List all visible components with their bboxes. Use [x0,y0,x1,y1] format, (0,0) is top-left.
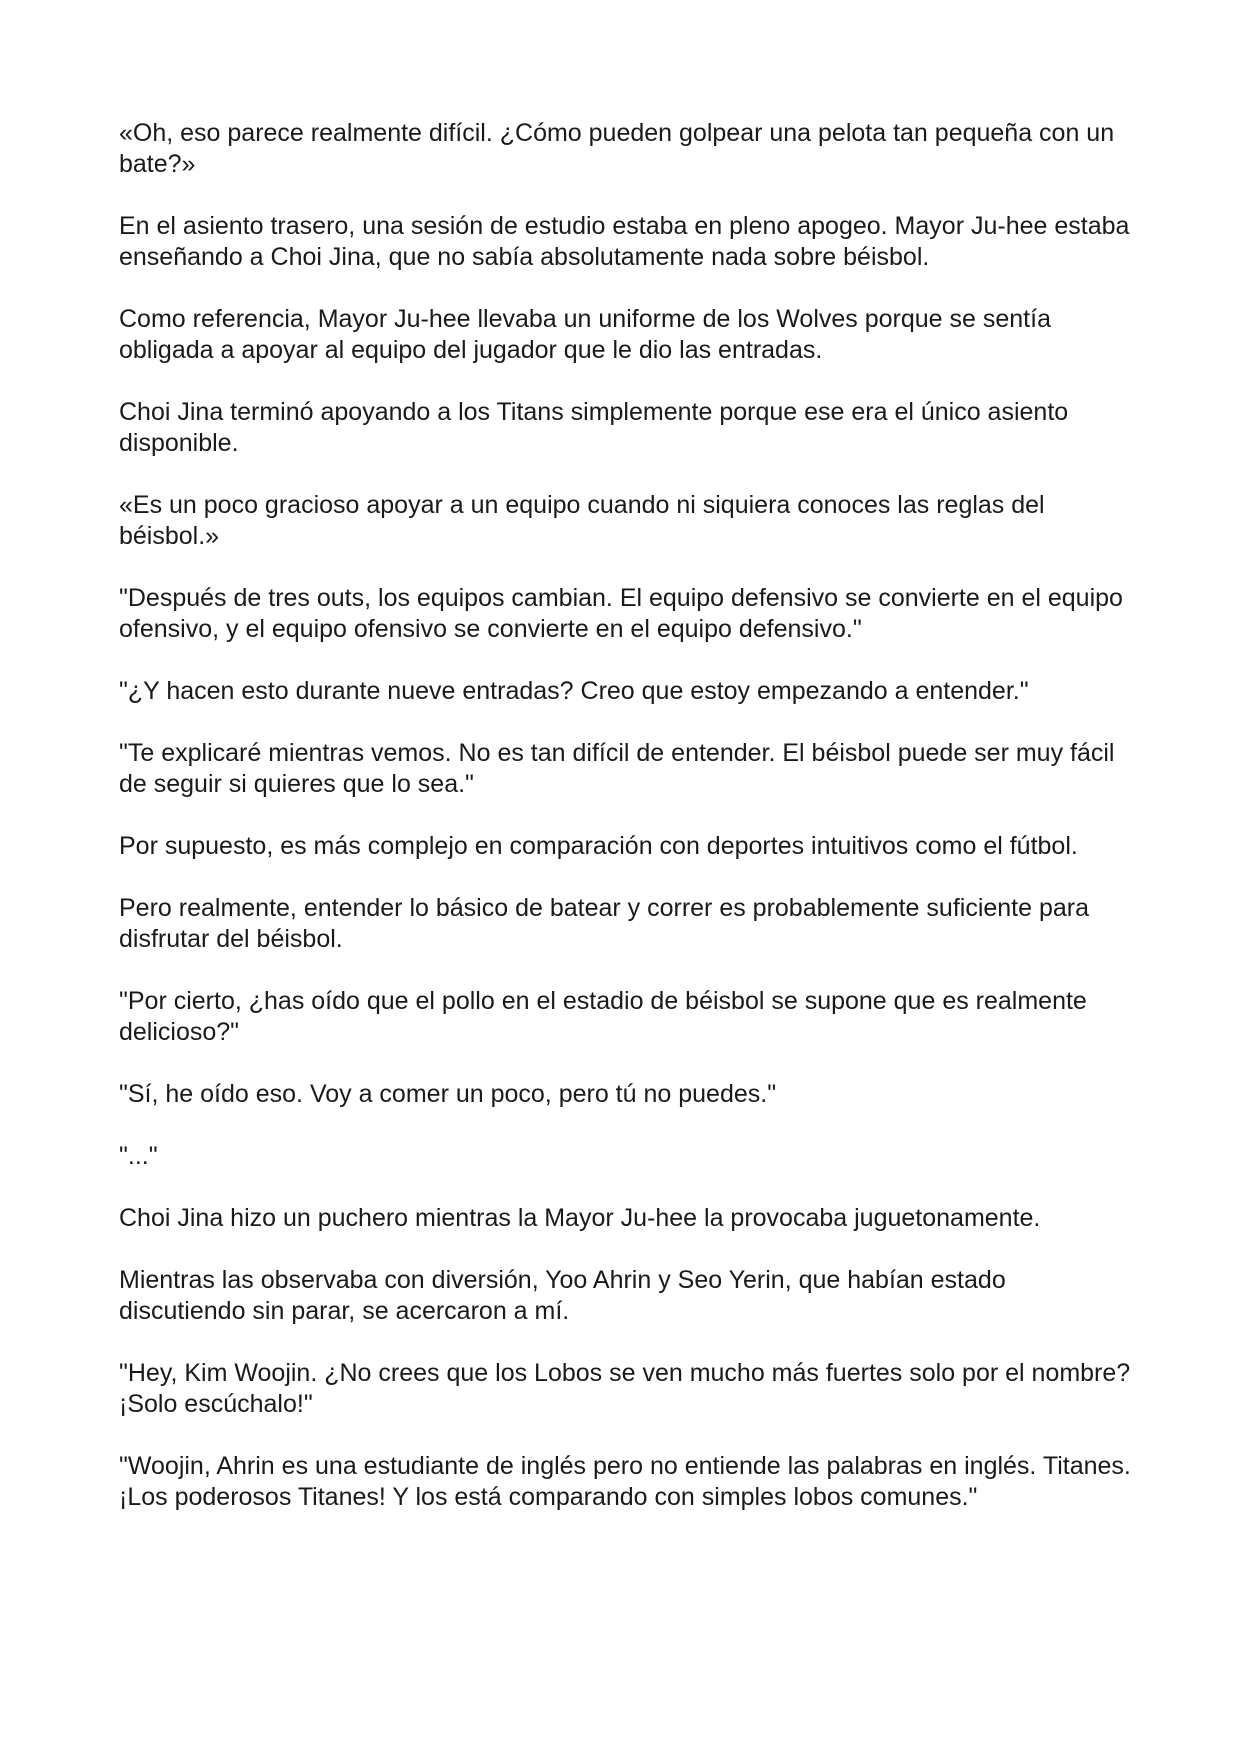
paragraph-15: Mientras las observaba con diversión, Yoo Ahrin y Seo Yerin, que habían estado discutiendo sin parar, se acercaron a mí. [119,1266,1006,1325]
paragraph-17: "Woojin, Ahrin es una estudiante de inglés pero no entiende las palabras en inglés. Titanes. ¡Los poderosos Titanes! Y los está comparando con simples lobos comunes." [119,1452,1131,1511]
paragraph-2: En el asiento trasero, una sesión de estudio estaba en pleno apogeo. Mayor Ju-hee estaba enseñando a Choi Jina, que no sabía absolutamente nada sobre béisbol. [119,212,1130,271]
paragraph-8: "Te explicaré mientras vemos. No es tan difícil de entender. El béisbol puede ser muy fácil de seguir si quieres que lo sea." [119,739,1115,798]
document-page [119,118,1134,1544]
paragraph-13: "..." [119,1142,158,1170]
paragraph-6: "Después de tres outs, los equipos cambian. El equipo defensivo se convierte en el equipo ofensivo, y el equipo ofensivo se convierte en el equipo defensivo." [119,584,1123,643]
paragraph-5: «Es un poco gracioso apoyar a un equipo cuando ni siquiera conoces las reglas del béisbol.» [119,491,1045,550]
paragraph-1: «Oh, eso parece realmente difícil. ¿Cómo pueden golpear una pelota tan pequeña con un bate?» [119,119,1115,178]
paragraph-11: "Por cierto, ¿has oído que el pollo en el estadio de béisbol se supone que es realmente delicioso?" [119,987,1087,1046]
paragraph-10: Pero realmente, entender lo básico de batear y correr es probablemente suficiente para disfrutar del béisbol. [119,894,1090,953]
paragraph-7: "¿Y hacen esto durante nueve entradas? Creo que estoy empezando a entender." [119,677,1029,705]
paragraph-9: Por supuesto, es más complejo en comparación con deportes intuitivos como el fútbol. [119,832,1078,860]
paragraph-12: "Sí, he oído eso. Voy a comer un poco, pero tú no puedes." [119,1080,777,1108]
paragraph-16: "Hey, Kim Woojin. ¿No crees que los Lobos se ven mucho más fuertes solo por el nombre? ¡Solo escúchalo!" [119,1359,1131,1418]
paragraph-14: Choi Jina hizo un puchero mientras la Mayor Ju-hee la provocaba juguetonamente. [119,1204,1041,1232]
paragraph-4: Choi Jina terminó apoyando a los Titans simplemente porque ese era el único asiento disponible. [119,398,1069,457]
paragraph-3: Como referencia, Mayor Ju-hee llevaba un uniforme de los Wolves porque se sentía obligada a apoyar al equipo del jugador que le dio las entradas. [119,305,1051,364]
